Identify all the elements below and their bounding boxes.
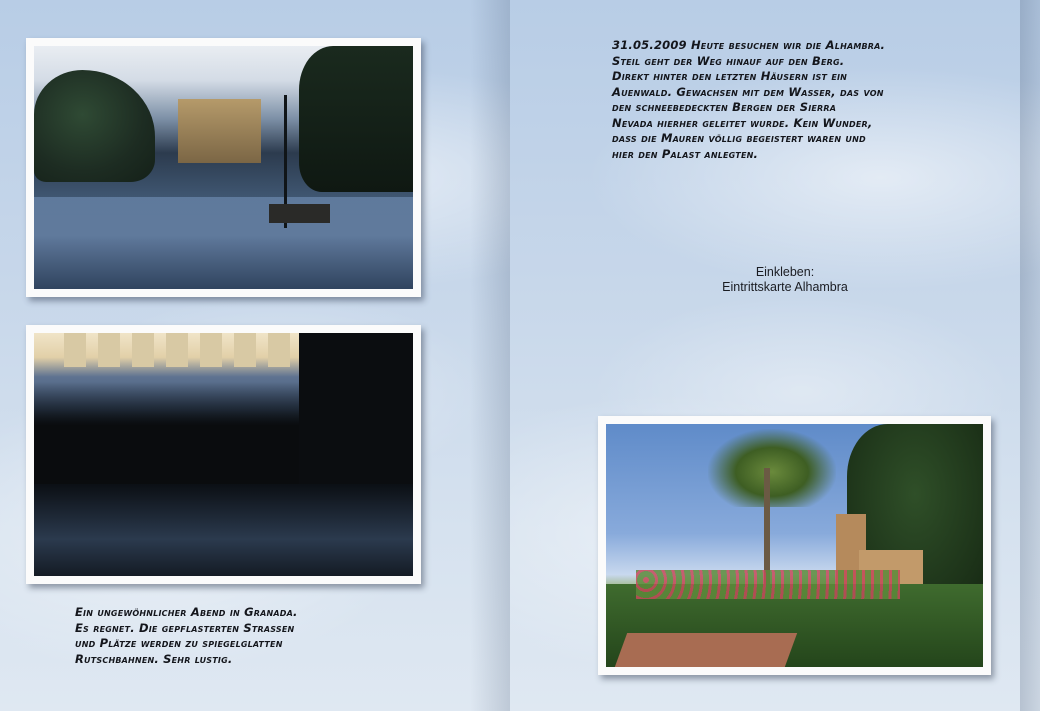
- photo-frame-alhambra-garden[interactable]: [598, 416, 991, 675]
- note-line-2: Eintrittskarte Alhambra: [722, 280, 848, 294]
- left-page: [0, 0, 510, 711]
- caption-line: Nevada hierher geleitet wurde. Kein Wunder,: [612, 115, 873, 130]
- caption-line: hier den Palast anlegten.: [612, 146, 759, 161]
- page-gutter-shadow: [470, 0, 510, 711]
- caption-line: Ein ungewöhnlicher Abend in Granada.: [75, 605, 298, 619]
- photo-alhambra-garden: [606, 424, 983, 667]
- caption-line: Auenwald. Gewachsen mit dem Wasser, das von: [612, 84, 884, 99]
- caption-line: Direkt hinter den letzten Häusern ist ein: [612, 69, 848, 83]
- caption-line: und Plätze werden zu spiegelglatten: [75, 636, 283, 650]
- caption-alhambra-visit: [612, 38, 972, 162]
- right-page: [510, 0, 1040, 711]
- photo-frame-evening-silhouette[interactable]: [26, 325, 421, 584]
- caption-line: den schneebedeckten Bergen der Sierra: [612, 100, 837, 114]
- caption-line: dass die Mauren völlig begeistert waren und: [612, 131, 866, 145]
- ticket-placeholder-note: [710, 265, 860, 295]
- photo-evening-silhouette: [34, 333, 413, 576]
- caption-granada-evening: [75, 605, 405, 667]
- photo-frame-rainy-plaza[interactable]: [26, 38, 421, 297]
- caption-line: Rutschbahnen. Sehr lustig.: [75, 651, 233, 666]
- caption-line: Es regnet. Die gepflasterten Strassen: [75, 620, 295, 635]
- note-line-1: Einkleben:: [755, 265, 815, 279]
- photo-rainy-plaza: [34, 46, 413, 289]
- caption-line: 31.05.2009 Heute besuchen wir die Alhambra.: [612, 38, 886, 52]
- caption-line: Steil geht der Weg hinauf auf den Berg.: [612, 53, 845, 68]
- page-gutter-shadow: [1020, 0, 1040, 711]
